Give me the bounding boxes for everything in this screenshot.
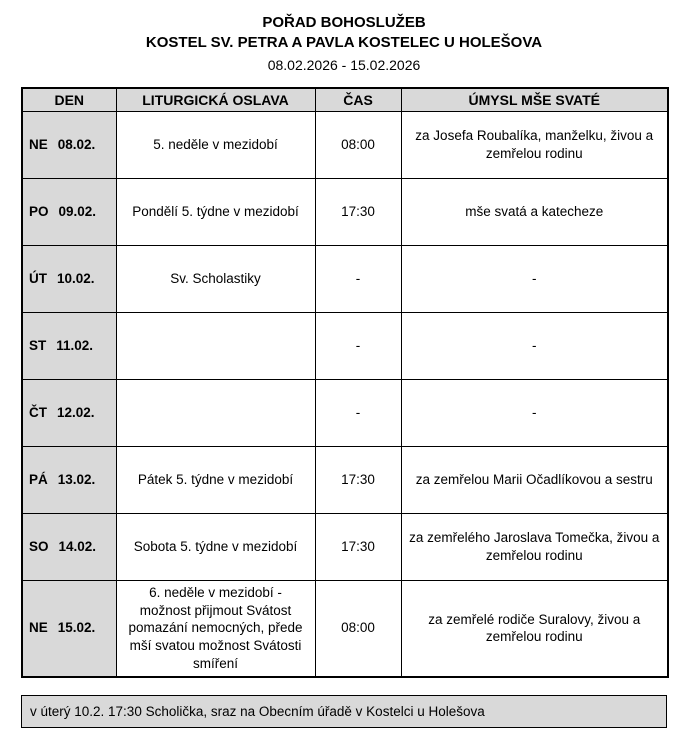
cell-intention: - (401, 245, 668, 312)
cell-time: - (315, 245, 401, 312)
cell-intention: za zemřelou Marii Očadlíkovou a sestru (401, 446, 668, 513)
table-row (22, 111, 668, 178)
cell-intention: za zemřelé rodiče Suralovy, živou a zemřelou rodinu (401, 580, 668, 677)
cell-time: 08:00 (315, 111, 401, 178)
day-date: 12.02. (57, 404, 95, 420)
day-abbr: SO (29, 538, 49, 554)
page-title: POŘAD BOHOSLUŽEB (262, 14, 426, 31)
day-date: 15.02. (57, 620, 96, 636)
day-cell-content (29, 203, 110, 221)
table-row (22, 379, 668, 446)
cell-intention: za zemřelého Jaroslava Tomečka, živou a zemřelou rodinu (401, 513, 668, 580)
day-date: 09.02. (58, 203, 97, 219)
cell-intention: - (401, 379, 668, 446)
cell-time: 17:30 (315, 446, 401, 513)
col-header-den: DEN (22, 88, 116, 111)
col-header-liturgicka-oslava: LITURGICKÁ OSLAVA (116, 88, 315, 111)
cell-celebration: Pátek 5. týdne v mezidobí (116, 446, 315, 513)
cell-celebration: Sv. Scholastiky (116, 245, 315, 312)
day-abbr: NE (29, 136, 48, 152)
cell-day (22, 111, 116, 178)
cell-intention: mše svatá a katecheze (401, 178, 668, 245)
day-cell-content (29, 136, 110, 154)
date-range: 08.02.2026 - 15.02.2026 (267, 57, 421, 73)
day-cell-content (29, 337, 110, 355)
table-row (22, 245, 668, 312)
cell-day (22, 245, 116, 312)
church-name: KOSTEL SV. PETRA A PAVLA KOSTELEC U HOLEŠOVA (145, 34, 543, 51)
cell-celebration: Sobota 5. týdne v mezidobí (116, 513, 315, 580)
cell-day (22, 312, 116, 379)
day-abbr: PO (29, 203, 49, 219)
day-cell-content (29, 619, 110, 637)
cell-time: - (315, 312, 401, 379)
cell-day (22, 178, 116, 245)
table-row (22, 178, 668, 245)
cell-time: 17:30 (315, 513, 401, 580)
day-abbr: ST (29, 337, 47, 353)
cell-intention: za Josefa Roubalíka, manželku, živou a zemřelou rodinu (401, 111, 668, 178)
cell-day (22, 446, 116, 513)
day-abbr: PÁ (29, 471, 48, 487)
cell-celebration (116, 379, 315, 446)
cell-celebration: 6. neděle v mezidobí - možnost přijmout Svátost pomazání nemocných, přede mší svatou možnost Svátosti smíření (116, 580, 315, 677)
day-cell-content (29, 538, 110, 556)
day-abbr: ÚT (29, 270, 47, 286)
cell-day (22, 379, 116, 446)
cell-day (22, 513, 116, 580)
col-header-umysl: ÚMYSL MŠE SVATÉ (401, 88, 668, 111)
footer-note: v úterý 10.2. 17:30 Scholička, sraz na Obecním úřadě v Kostelci u Holešova (21, 695, 667, 728)
cell-celebration (116, 312, 315, 379)
header-row (22, 88, 668, 111)
schedule-table (21, 87, 669, 678)
cell-intention: - (401, 312, 668, 379)
day-cell-content (29, 270, 110, 288)
table-row (22, 446, 668, 513)
cell-time: - (315, 379, 401, 446)
col-header-cas: ČAS (315, 88, 401, 111)
table-body (22, 111, 668, 677)
table-header (22, 88, 668, 111)
day-cell-content (29, 404, 110, 422)
day-abbr: NE (29, 620, 48, 636)
table-row (22, 580, 668, 677)
page-header (21, 14, 667, 73)
day-date: 08.02. (57, 136, 96, 152)
cell-celebration: Pondělí 5. týdne v mezidobí (116, 178, 315, 245)
day-abbr: ČT (29, 404, 47, 420)
cell-day (22, 580, 116, 677)
table-row (22, 513, 668, 580)
cell-time: 17:30 (315, 178, 401, 245)
day-date: 13.02. (57, 471, 96, 487)
day-date: 10.02. (57, 270, 95, 286)
day-cell-content (29, 471, 110, 489)
table-row (22, 312, 668, 379)
cell-time: 08:00 (315, 580, 401, 677)
day-date: 14.02. (58, 538, 97, 554)
day-date: 11.02. (56, 337, 94, 353)
cell-celebration: 5. neděle v mezidobí (116, 111, 315, 178)
